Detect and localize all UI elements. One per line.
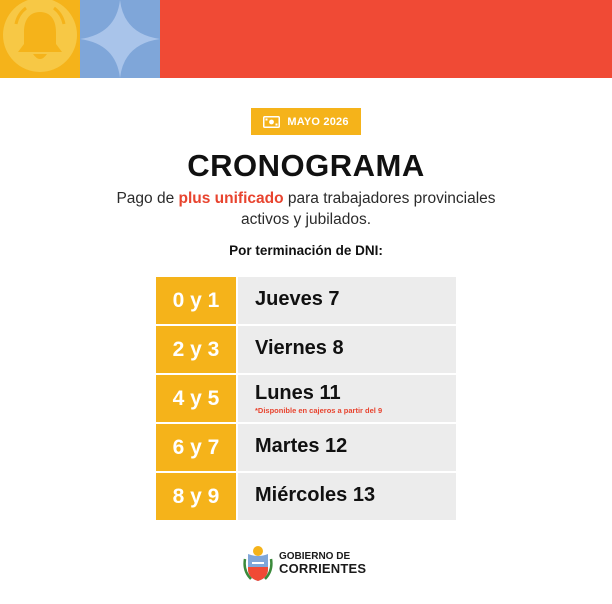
- logo-text: [279, 552, 366, 576]
- schedule-row: [156, 326, 456, 373]
- subtitle-highlight: plus unificado: [178, 190, 284, 207]
- sparkle-icon: [80, 0, 160, 78]
- subtitle-prefix: Pago de: [116, 190, 179, 207]
- page-subtitle: [106, 188, 506, 230]
- payment-day: Martes 12: [255, 435, 348, 457]
- header-tile-bell: [0, 0, 80, 78]
- subtitle-suffix: para trabajadores provinciales activos y jubilados.: [240, 190, 496, 228]
- schedule-row: [156, 277, 456, 324]
- schedule-row: [156, 375, 456, 422]
- dni-ending: 6 y 7: [156, 424, 236, 471]
- dni-ending: 4 y 5: [156, 375, 236, 422]
- schedule-row: [156, 424, 456, 471]
- banknote-icon: [263, 116, 280, 128]
- dni-ending: 8 y 9: [156, 473, 236, 520]
- header-tile-sparkle: [80, 0, 160, 78]
- payment-day: Viernes 8: [255, 337, 344, 359]
- payment-day: Jueves 7: [255, 288, 340, 310]
- payment-day-cell: [238, 326, 456, 373]
- schedule-table: [156, 277, 456, 522]
- dni-ending: 2 y 3: [156, 326, 236, 373]
- payment-day-cell: [238, 424, 456, 471]
- payment-day: Miércoles 13: [255, 484, 376, 506]
- dni-label: Por terminación de DNI:: [229, 243, 383, 258]
- government-logo: [243, 545, 366, 583]
- payment-day-cell: [238, 473, 456, 520]
- payment-note: *Disponible en cajeros a partir del 9: [255, 406, 383, 415]
- dni-ending: 0 y 1: [156, 277, 236, 324]
- schedule-row: [156, 473, 456, 520]
- payment-day-cell: [238, 375, 456, 422]
- logo-line-2: CORRIENTES: [279, 561, 367, 577]
- payment-day-cell: [238, 277, 456, 324]
- payment-day: Lunes 11: [255, 382, 341, 404]
- month-badge: [251, 108, 361, 135]
- page-title: CRONOGRAMA: [187, 148, 425, 183]
- logo-line-1: GOBIERNO DE: [279, 550, 351, 562]
- coat-of-arms-icon: [243, 545, 273, 583]
- bell-icon: [14, 6, 66, 64]
- month-badge-label: MAYO 2026: [287, 115, 349, 128]
